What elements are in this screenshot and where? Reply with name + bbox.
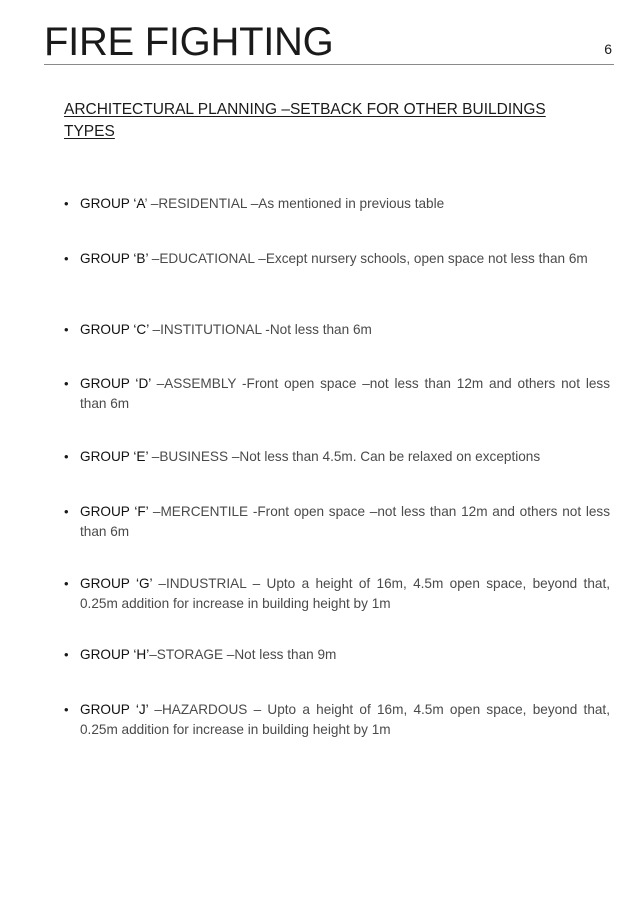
group-description: –BUSINESS –Not less than 4.5m. Can be relaxed on exceptions [147,449,541,464]
group-label: GROUP ‘B’ [80,251,148,266]
list-item-group-a [64,194,610,214]
bullet-icon: • [64,251,69,266]
group-label: GROUP ‘J’ [80,702,149,717]
bullet-icon: • [64,647,69,662]
group-label: GROUP ‘A [80,196,145,211]
group-description: –STORAGE –Not less than 9m [149,647,337,662]
group-description: –HAZARDOUS – Upto a height of 16m, 4.5m open space, beyond that, 0.25m addition for increase in building height by 1m [80,702,610,737]
document-title: FIRE FIGHTING [44,20,334,64]
list-item-group-c [64,320,610,340]
group-description: –ASSEMBLY -Front open space –not less than 12m and others not less than 6m [80,376,611,411]
group-description: –MERCENTILE -Front open space –not less than 12m and others not less than 6m [80,504,611,539]
bullet-icon: • [64,376,69,391]
group-label: GROUP ‘G’ [80,576,153,591]
bullet-icon: • [64,449,69,464]
group-description: ’ –RESIDENTIAL –As mentioned in previous table [144,196,445,211]
list-item-group-d [64,374,610,414]
group-description: –INSTITUTIONAL -Not less than 6m [148,322,372,337]
bullet-icon: • [64,702,69,717]
group-label: GROUP ‘D’ [80,376,151,391]
bullet-icon: • [64,504,69,519]
bullet-icon: • [64,322,69,337]
group-description: –EDUCATIONAL –Except nursery schools, open space not less than 6m [147,251,588,266]
group-label: GROUP ‘H’ [80,647,150,662]
group-label: GROUP ‘C’ [80,322,149,337]
list-item-group-f [64,502,610,542]
list-item-group-e [64,447,610,467]
list-item-group-h [64,645,610,665]
section-heading: ARCHITECTURAL PLANNING –SETBACK FOR OTHER BUILDINGS TYPES [64,101,546,140]
group-label: GROUP ‘F’ [80,504,149,519]
bullet-icon: • [64,576,69,591]
list-item-group-g [64,574,610,614]
page-number: 6 [604,41,612,57]
group-label: GROUP ‘E’ [80,449,148,464]
bullet-icon: • [64,196,69,211]
group-description: –INDUSTRIAL – Upto a height of 16m, 4.5m open space, beyond that, 0.25m addition for increase in building height by 1m [80,576,610,611]
list-item-group-b [64,249,610,269]
list-item-group-j [64,700,610,740]
page-header [44,18,614,65]
